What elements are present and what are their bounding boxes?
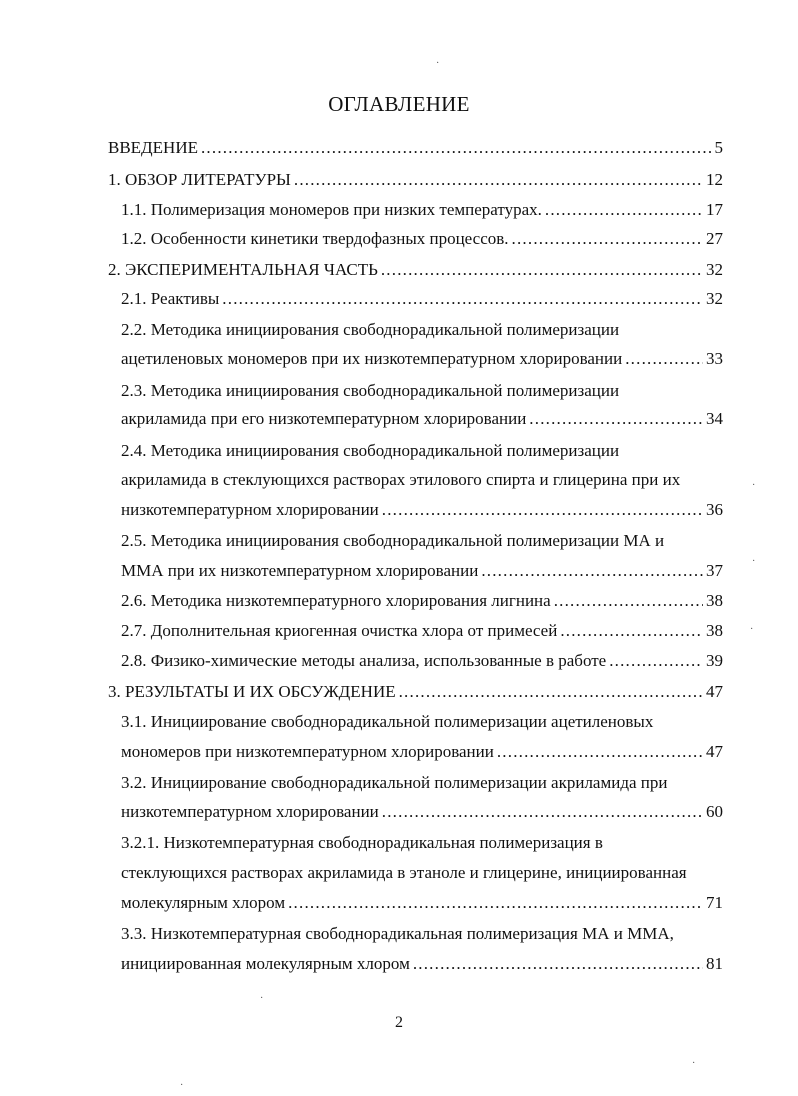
toc-entry-page: 47: [706, 682, 723, 701]
toc-entry-text: молекулярным хлором: [121, 893, 286, 912]
toc-entry-line: 2.2. Методика инициирования свободнорадикальной полимеризации: [121, 320, 620, 339]
scan-speck: ·: [752, 556, 756, 567]
toc-entry-line: 3.3. Низкотемпературная свободнорадикальная полимеризация МА и ММА,: [121, 924, 674, 943]
toc-entry-text: инициированная молекулярным хлором: [121, 954, 410, 973]
toc-entry-section-3-1: [121, 740, 723, 764]
scan-speck: ·: [436, 58, 440, 69]
toc-leader-dots: [382, 498, 703, 522]
toc-entry-section-2-4: [121, 498, 723, 522]
toc-entry-page: 32: [706, 289, 723, 308]
toc-entry-chapter-2: [108, 258, 723, 282]
toc-entry-page: 5: [714, 138, 723, 157]
toc-entry-page: 37: [706, 561, 723, 580]
toc-entry-section-1-2: [121, 227, 723, 251]
toc-entry-page: 47: [706, 742, 723, 761]
toc-entry-text: 3. РЕЗУЛЬТАТЫ И ИХ ОБСУЖДЕНИЕ: [108, 682, 396, 701]
toc-entry-text: 1.2. Особенности кинетики твердофазных процессов.: [121, 229, 509, 248]
toc-entry-text: 2. ЭКСПЕРИМЕНТАЛЬНАЯ ЧАСТЬ: [108, 260, 378, 279]
toc-leader-dots: [288, 891, 703, 915]
toc-leader-dots: [294, 168, 703, 192]
toc-entry-section-2-3: [121, 407, 723, 431]
scan-speck: ·: [752, 480, 756, 491]
toc-entry-text: ВВЕДЕНИЕ: [108, 138, 198, 157]
toc-entry-section-1-1: [121, 198, 723, 222]
toc-leader-dots: [201, 136, 712, 160]
toc-leader-dots: [609, 649, 703, 673]
toc-entry-section-2-5: [121, 559, 723, 583]
toc-entry-text: 1. ОБЗОР ЛИТЕРАТУРЫ: [108, 170, 291, 189]
toc-entry-text: 2.8. Физико-химические методы анализа, использованные в работе: [121, 651, 607, 670]
toc-entry-line: акриламида в стеклующихся растворах этилового спирта и глицерина при их: [121, 470, 681, 489]
toc-entry-page: 39: [706, 651, 723, 670]
toc-entry-page: 33: [706, 349, 723, 368]
toc-entry-text: ММА при их низкотемпературном хлорировании: [121, 561, 479, 580]
toc-entry-text: 2.1. Реактивы: [121, 289, 220, 308]
toc-entry-section-3-3: [121, 952, 723, 976]
toc-entry-section-3-2: [121, 800, 723, 824]
toc-entry-text: 2.7. Дополнительная криогенная очистка хлора от примесей: [121, 621, 558, 640]
toc-entry-section-2-8: [121, 649, 723, 673]
toc-entry-line: 3.1. Инициирование свободнорадикальной полимеризации ацетиленовых: [121, 712, 654, 731]
toc-leader-dots: [560, 619, 703, 643]
toc-leader-dots: [497, 740, 703, 764]
toc-leader-dots: [222, 287, 703, 311]
toc-leader-dots: [554, 589, 703, 613]
toc-entry-section-2-2: [121, 347, 723, 371]
scan-speck: ·: [692, 1058, 696, 1069]
toc-leader-dots: [481, 559, 703, 583]
toc-entry-page: 17: [706, 200, 723, 219]
toc-entry-page: 38: [706, 621, 723, 640]
toc-entry-line: 2.5. Методика инициирования свободнорадикальной полимеризации МА и: [121, 531, 665, 550]
toc-entry-line: 2.3. Методика инициирования свободнорадикальной полимеризации: [121, 381, 620, 400]
scan-speck: ·: [260, 993, 264, 1004]
toc-leader-dots: [382, 800, 703, 824]
toc-entry-line: 2.4. Методика инициирования свободнорадикальной полимеризации: [121, 441, 620, 460]
toc-entry-page: 60: [706, 802, 723, 821]
toc-entry-chapter-3: [108, 680, 723, 704]
toc-entry-page: 38: [706, 591, 723, 610]
toc-entry-section-2-1: [121, 287, 723, 311]
toc-entry-section-2-7: [121, 619, 723, 643]
toc-entry-page: 36: [706, 500, 723, 519]
toc-entry-introduction: [108, 136, 723, 160]
toc-leader-dots: [625, 347, 703, 371]
toc-entry-page: 27: [706, 229, 723, 248]
scan-speck: ·: [180, 1080, 184, 1091]
scan-speck: ·: [750, 624, 754, 635]
toc-entry-page: 81: [706, 954, 723, 973]
toc-entry-page: 34: [706, 409, 723, 428]
toc-entry-line: 3.2.1. Низкотемпературная свободнорадикальная полимеризация в: [121, 833, 603, 852]
toc-entry-text: низкотемпературном хлорировании: [121, 802, 379, 821]
toc-entry-section-2-6: [121, 589, 723, 613]
toc-entry-page: 71: [706, 893, 723, 912]
toc-entry-line: стеклующихся растворах акриламида в этаноле и глицерине, инициированная: [121, 863, 687, 882]
toc-entry-section-3-2-1: [121, 891, 723, 915]
toc-entry-text: 2.6. Методика низкотемпературного хлорирования лигнина: [121, 591, 551, 610]
toc-entry-text: мономеров при низкотемпературном хлорировании: [121, 742, 494, 761]
toc-entry-text: низкотемпературном хлорировании: [121, 500, 379, 519]
toc-leader-dots: [399, 680, 703, 704]
page-title: ОГЛАВЛЕНИЕ: [328, 92, 470, 116]
toc-leader-dots: [413, 952, 703, 976]
toc-entry-page: 32: [706, 260, 723, 279]
toc-leader-dots: [512, 227, 703, 251]
toc-entry-chapter-1: [108, 168, 723, 192]
toc-entry-text: 1.1. Полимеризация мономеров при низких температурах.: [121, 200, 542, 219]
toc-entry-text: акриламида при его низкотемпературном хлорировании: [121, 409, 527, 428]
page-number: 2: [395, 1014, 403, 1031]
toc-leader-dots: [529, 407, 703, 431]
toc-leader-dots: [545, 198, 703, 222]
toc-entry-page: 12: [706, 170, 723, 189]
toc-leader-dots: [381, 258, 703, 282]
toc-entry-text: ацетиленовых мономеров при их низкотемпературном хлорировании: [121, 349, 623, 368]
toc-entry-line: 3.2. Инициирование свободнорадикальной полимеризации акриламида при: [121, 773, 668, 792]
